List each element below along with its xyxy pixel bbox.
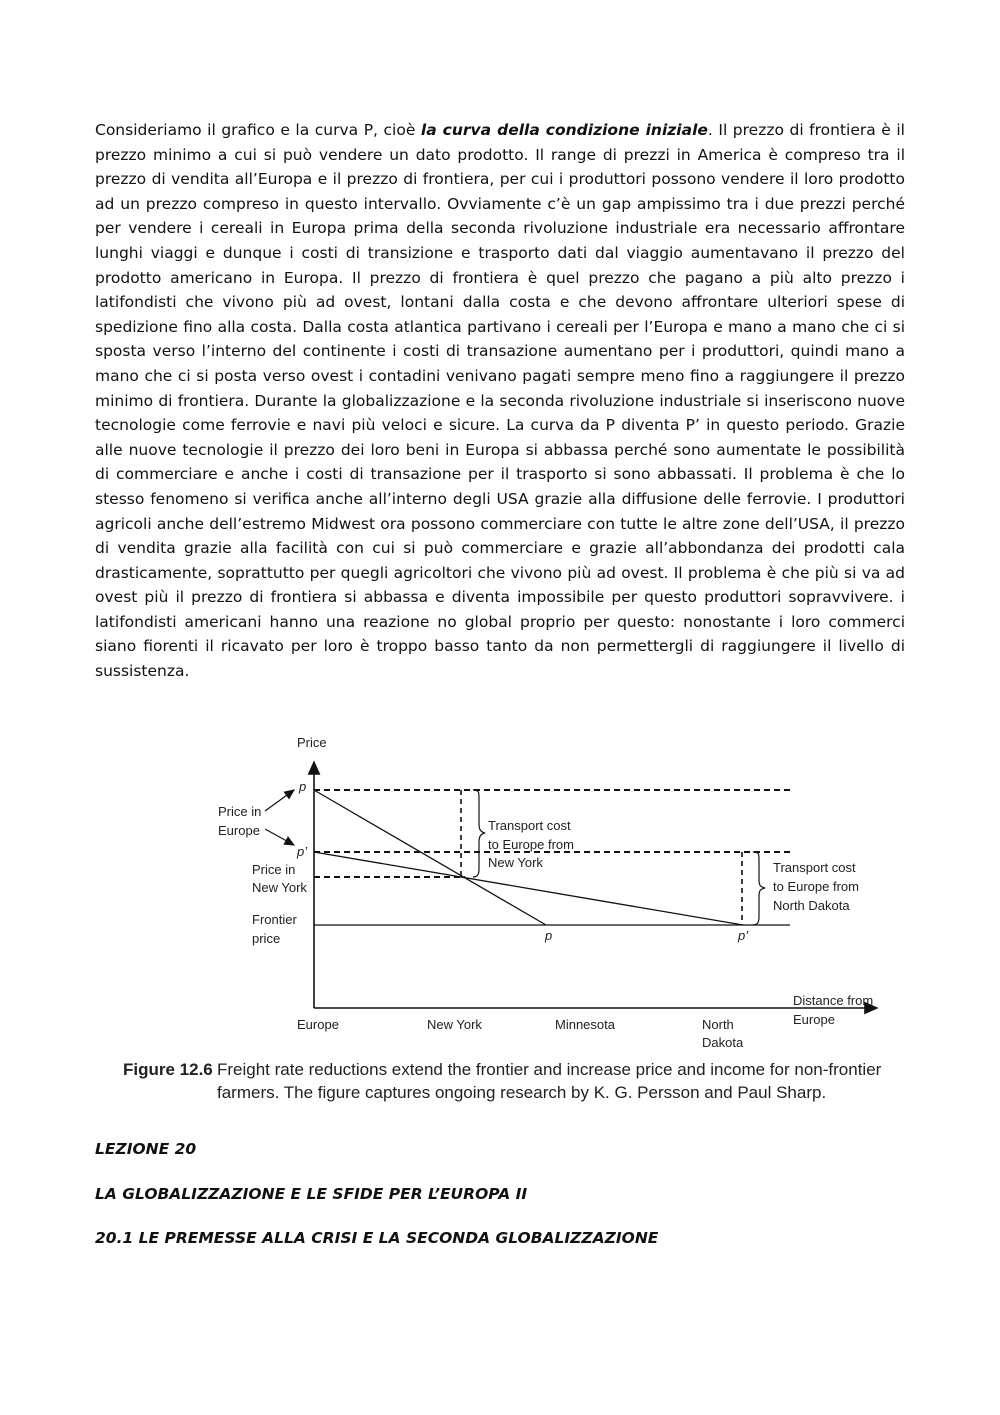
lesson-heading: LEZIONE 20 xyxy=(95,1140,197,1158)
paragraph-rest: . Il prezzo di frontiera è il prezzo minimo a cui si può vendere un dato prodotto. Il range di prezzi in America è compreso tra il prezzo di vendita all’Europa e il prezzo di frontiera, per cui i produttori possono vendere il loro prodotto ad un prezzo compreso in questo intervallo. Ovviamente c’è un gap ampissimo tra i due prezzi perché per vendere i cereali in Europa prima della seconda rivoluzione industriale era necessario affrontare lunghi viaggi e dunque i costi di transizione e trasporto dati dal viaggio aumentavano il prezzo del prodotto americano in Europa. Il prezzo di frontiera è quel prezzo che pagano a più alto prezzo i latifondisti che vivono più ad ovest, lontani dalla costa e che devono affrontare ulteriori spese di spedizione fino alla costa. Dalla costa atlantica partivano i cereali per l’Europa e mano a mano che ci si sposta verso l’interno del continente i costi di transazione aumentano per i produttori, quindi mano a mano che ci si posta verso ovest i contadini venivano pagati sempre meno fino a raggiungere il prezzo minimo di frontiera. Durante la globalizzazione e la seconda rivoluzione industriale si inseriscono nuove tecnologie come ferrovie e navi più veloci e sicure. La curva da P diventa P’ in questo periodo. Grazie alle nuove tecnologie il prezzo dei loro beni in Europa si abbassa perché sono aumentate le possibilità di commerciare e anche i costi di transazione per il trasporto si sono abbassati. Il problema è che lo stesso fenomeno si verifica anche all’interno degli USA grazie alla diffusione delle ferrovie. I produttori agricoli anche dell’estremo Midwest ora possono commerciare con tutte le altre zone dell’USA, il prezzo di vendita grazie alla facilità con cui si può commerciare e grazie all’abbondanza dei prodotti cala drasticamente, soprattutto per quegli agricoltori che vivono più ad ovest. Il problema è che più si va ad ovest più il prezzo di frontiera si abbassa e diventa impossibile per questo produttori sopravvivere. i latifondisti americani hanno una reazione no global proprio per questo: nonostante i loro commerci siano fiorenti il ricavato per loro è troppo basso tanto da non permettergli di raggiungere il livello di sussistenza. xyxy=(95,121,905,681)
mark-p-prime-axis: p’ xyxy=(297,844,308,859)
mark-p-axis: p xyxy=(299,779,307,794)
x-axis-label-line1: Distance from xyxy=(793,993,874,1008)
transport-nd-line3: North Dakota xyxy=(773,898,850,913)
section-heading: 20.1 LE PREMESSE ALLA CRISI E LA SECONDA GLOBALIZZAZIONE xyxy=(95,1229,659,1247)
tick-north-dakota-line2: Dakota xyxy=(702,1035,744,1050)
pointer-to-p xyxy=(265,790,294,811)
paragraph-start: Consideriamo il grafico e la curva P, cioè xyxy=(95,121,421,139)
nd-transport-brace xyxy=(753,852,765,925)
transport-ny-line1: Transport cost xyxy=(488,818,571,833)
price-in-ny-line1: Price in xyxy=(252,862,296,877)
pointer-to-p-prime xyxy=(265,829,294,845)
transport-nd-line1: Transport cost xyxy=(773,860,856,875)
frontier-price-line2: price xyxy=(252,931,281,946)
mark-p-frontier: p xyxy=(545,928,553,943)
transport-nd-line2: to Europe from xyxy=(773,879,859,894)
price-in-europe-line1: Price in xyxy=(218,804,262,819)
price-in-europe-line2: Europe xyxy=(218,823,260,838)
figure-caption-text: Freight rate reductions extend the frontier and increase price and income for non-frontier farmers. The figure captures ongoing research by K. G. Persson and Paul Sharp. xyxy=(217,1060,882,1102)
tick-north-dakota-line1: North xyxy=(702,1017,734,1032)
tick-minnesota: Minnesota xyxy=(555,1017,615,1032)
tick-europe: Europe xyxy=(297,1017,339,1032)
transport-ny-line2: to Europe from xyxy=(488,837,574,852)
y-axis-label: Price xyxy=(297,735,327,750)
emphasized-term: la curva della condizione iniziale xyxy=(420,121,708,139)
lesson-title: LA GLOBALIZZAZIONE E LE SFIDE PER L’EUROPA II xyxy=(95,1185,528,1203)
figure-number: Figure 12.6 xyxy=(123,1060,213,1079)
transport-ny-line3: New York xyxy=(488,855,543,870)
frontier-price-line1: Frontier xyxy=(252,912,297,927)
price-in-ny-line2: New York xyxy=(252,880,307,895)
tick-new-york: New York xyxy=(427,1017,482,1032)
x-axis-label-line2: Europe xyxy=(793,1012,835,1027)
body-paragraph xyxy=(95,118,905,684)
figure-12-6 xyxy=(95,728,905,1118)
mark-p-prime-frontier: p’ xyxy=(738,928,749,943)
ny-transport-brace xyxy=(473,790,485,877)
